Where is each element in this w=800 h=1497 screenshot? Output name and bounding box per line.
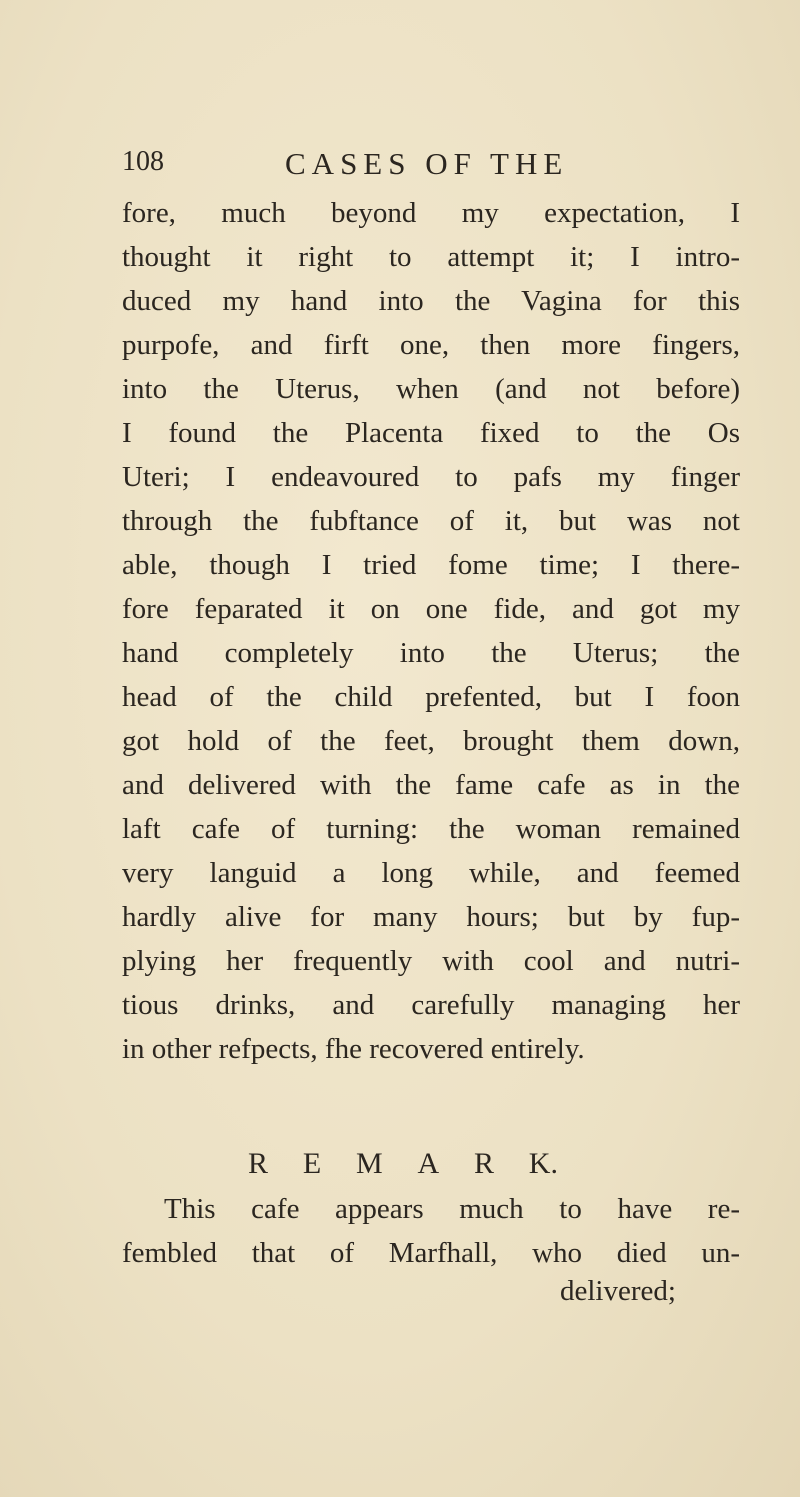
text-line: and delivered with the fame cafe as in the [122, 769, 740, 801]
text-line: through the fubftance of it, but was not [122, 505, 740, 537]
text-line: thought it right to attempt it; I intro- [122, 241, 740, 273]
remark-letter: M [355, 1147, 383, 1180]
remark-paragraph [122, 1187, 740, 1275]
main-paragraph [122, 191, 740, 1071]
text-line: tious drinks, and carefully managing her [122, 989, 740, 1021]
page-number: 108 [122, 146, 164, 177]
remark-letter: K. [528, 1147, 558, 1180]
catchword: delivered; [560, 1275, 676, 1307]
text-line: hand completely into the Uterus; the [122, 637, 740, 669]
text-line: in other refpects, fhe recovered entirely. [122, 1033, 585, 1065]
text-line: hardly alive for many hours; but by fup- [122, 901, 740, 933]
text-line: very languid a long while, and feemed [122, 857, 740, 889]
remark-letter: A [417, 1147, 440, 1180]
text-line: plying her frequently with cool and nutri- [122, 945, 740, 977]
text-line: Uteri; I endeavoured to pafs my finger [122, 461, 740, 493]
text-line: duced my hand into the Vagina for this [122, 285, 740, 317]
remark-heading [248, 1147, 558, 1181]
running-head: CASES OF THE [285, 146, 569, 181]
text-line: fore feparated it on one fide, and got my [122, 593, 740, 625]
remark-letter: R [248, 1147, 269, 1180]
text-line: able, though I tried fome time; I there- [122, 549, 740, 581]
text-line: got hold of the feet, brought them down, [122, 725, 740, 757]
page-header [122, 146, 722, 186]
text-line: into the Uterus, when (and not before) [122, 373, 740, 405]
text-line: I found the Placenta fixed to the Os [122, 417, 740, 449]
text-line: head of the child prefented, but I foon [122, 681, 740, 713]
remark-letter: R [473, 1147, 494, 1180]
remark-line: This cafe appears much to have re- [164, 1193, 740, 1225]
text-line: laft cafe of turning: the woman remained [122, 813, 740, 845]
text-line: purpofe, and firft one, then more fingers, [122, 329, 740, 361]
remark-letter: E [302, 1147, 322, 1180]
remark-line: fembled that of Marfhall, who died un- [122, 1237, 740, 1269]
text-line: fore, much beyond my expectation, I [122, 197, 740, 229]
